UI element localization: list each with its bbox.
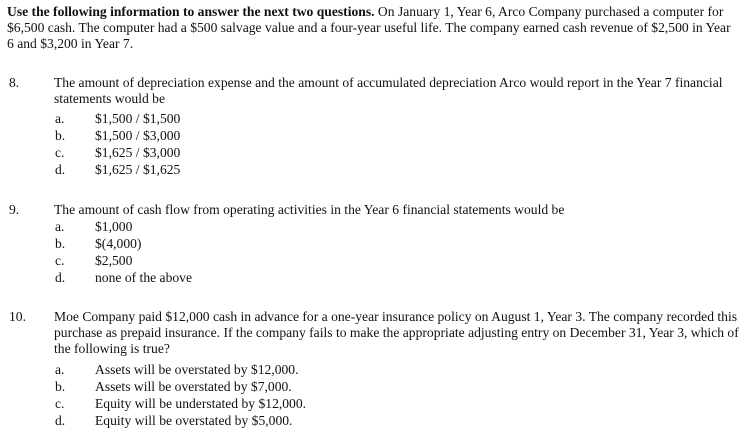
choice-text: none of the above — [95, 270, 193, 285]
choice-text: Equity will be overstated by $5,000. — [95, 413, 293, 428]
choice-letter: c. — [55, 396, 65, 411]
choice-c — [0, 396, 752, 412]
choice-b — [0, 236, 752, 252]
question-number: 8. — [9, 75, 20, 90]
choice-letter: c. — [55, 145, 65, 160]
intro-paragraph — [7, 4, 739, 52]
choice-a — [0, 111, 752, 127]
choice-letter: a. — [55, 111, 65, 126]
choice-letter: d. — [55, 270, 66, 285]
choice-text: Assets will be overstated by $7,000. — [95, 379, 292, 394]
choice-text: $1,500 / $3,000 — [95, 128, 181, 143]
choice-text: $1,000 — [95, 219, 133, 234]
question-text: The amount of depreciation expense and the amount of accumulated depreciation Arco would report in the Year 7 financial statements would be — [54, 75, 723, 106]
choice-letter: b. — [55, 379, 66, 394]
choice-letter: a. — [55, 362, 65, 377]
choice-letter: d. — [55, 162, 66, 177]
choice-c — [0, 253, 752, 269]
choice-text: $1,500 / $1,500 — [95, 111, 181, 126]
choice-letter: b. — [55, 128, 66, 143]
question-number: 9. — [9, 202, 20, 217]
question-number: 10. — [9, 309, 26, 324]
choice-b — [0, 379, 752, 395]
choice-b — [0, 128, 752, 144]
choice-a — [0, 219, 752, 235]
choice-a — [0, 362, 752, 378]
question-text: Moe Company paid $12,000 cash in advance for a one-year insurance policy on August 1, Year 3. The company recorded this purchase as prepaid insurance. If the company fails to make the appropriate adjusting entry on December 31, Year 3, which of the following is true? — [54, 309, 739, 356]
choice-text: $(4,000) — [95, 236, 142, 251]
intro-text: On January 1, Year 6, Arco Company purchased a computer for $6,500 cash. The computer had a $500 salvage value and a four-year useful life. The company earned cash revenue of $2,500 in Year 6 and $3,200 in Year 7. — [7, 4, 731, 51]
choice-letter: b. — [55, 236, 66, 251]
choice-letter: d. — [55, 413, 66, 428]
choice-text: Assets will be overstated by $12,000. — [95, 362, 299, 377]
intro-bold-text: Use the following information to answer the next two questions. — [7, 4, 375, 19]
question-text: The amount of cash flow from operating activities in the Year 6 financial statements would be — [54, 202, 565, 217]
choice-c — [0, 145, 752, 161]
choice-letter: c. — [55, 253, 65, 268]
choice-d — [0, 162, 752, 178]
choice-letter: a. — [55, 219, 65, 234]
choice-d — [0, 270, 752, 286]
choice-text: Equity will be understated by $12,000. — [95, 396, 307, 411]
choice-d — [0, 413, 752, 429]
choice-text: $1,625 / $3,000 — [95, 145, 181, 160]
choice-text: $2,500 — [95, 253, 133, 268]
choice-text: $1,625 / $1,625 — [95, 162, 181, 177]
